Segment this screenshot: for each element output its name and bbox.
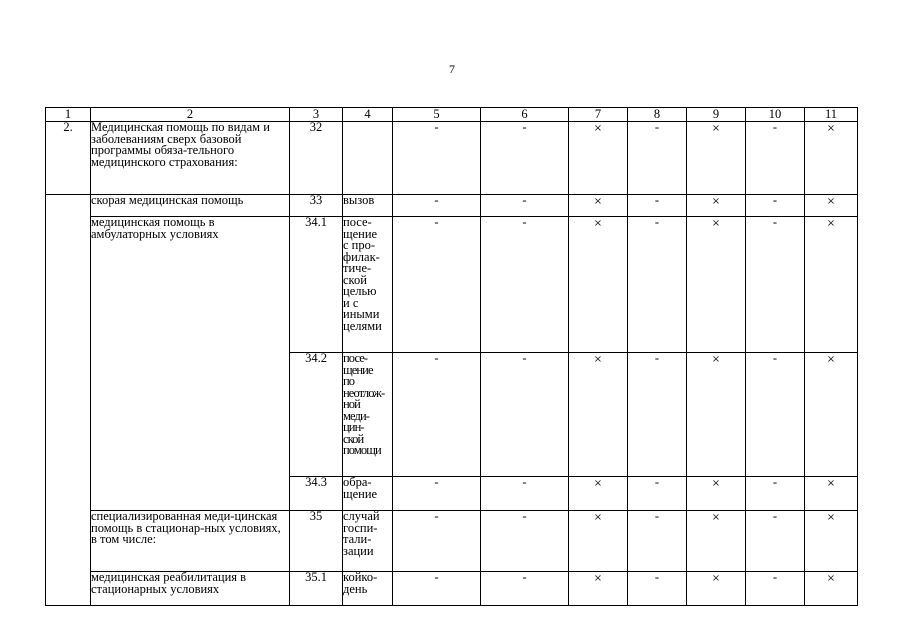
column-header: 2 [91,108,290,122]
cell-col-10: - [746,195,805,217]
page-number: 7 [449,62,455,76]
cell-col-6: - [481,195,569,217]
row-name: специализированная меди-цинская помощь в стационар-ных условиях, в том числе: [91,511,290,572]
cell-col-10: - [746,511,805,572]
column-header: 9 [687,108,746,122]
cell-col-5: - [393,195,481,217]
cell-col-11: × [826,512,836,523]
cell-col-6: - [481,477,569,511]
cell-col-8: - [628,122,687,195]
row-unit: вызов [343,195,393,217]
cell-col-5: - [393,511,481,572]
cell-col-10: - [746,122,805,195]
cell-col-8: - [628,511,687,572]
cell-col-7: × [593,354,603,365]
row-name: медицинская реабилитация в стационарных условиях [91,572,290,606]
cell-col-9: × [711,512,721,523]
cell-col-11: × [826,354,836,365]
row-name: медицинская помощь в амбулаторных условиях [91,217,290,511]
cell-col-8: - [628,572,687,606]
cell-col-7: × [593,573,603,584]
cell-col-7: × [593,218,603,229]
cell-col-7: × [593,512,603,523]
row-unit [343,122,393,195]
column-header: 5 [393,108,481,122]
cell-col-10: - [746,353,805,477]
column-header: 7 [569,108,628,122]
cell-col-7: × [593,123,603,134]
column-header: 6 [481,108,569,122]
header-row [46,108,858,122]
cell-col-6: - [481,511,569,572]
row-unit: посе- щение по неотлож- ной меди- цин- ской помощи [343,353,393,477]
cell-col-9: × [711,354,721,365]
column-header: 8 [628,108,687,122]
column-header: 11 [805,108,858,122]
cell-col-6: - [481,122,569,195]
row-name: скорая медицинская помощь [91,195,290,217]
cell-col-7: × [593,478,603,489]
cell-col-6: - [481,217,569,353]
row-number: 2. [46,122,91,195]
cell-col-5: - [393,477,481,511]
table-row [46,217,858,353]
cell-col-11: × [826,573,836,584]
cell-col-11: × [826,218,836,229]
cell-col-5: - [393,217,481,353]
row-code: 34.3 [290,477,343,511]
cell-col-8: - [628,353,687,477]
column-header: 10 [746,108,805,122]
column-header: 3 [290,108,343,122]
cell-col-5: - [393,122,481,195]
cell-col-10: - [746,217,805,353]
row-code: 34.1 [290,217,343,353]
cell-col-9: × [711,218,721,229]
row-unit: случай госпи- тали- зации [343,511,393,572]
cell-col-9: × [711,123,721,134]
cell-col-11: × [826,478,836,489]
row-name: Медицинская помощь по видам и заболеваниям сверх базовой программы обяза-тельного медицинского страхования: [91,122,290,195]
empty-cell [46,195,91,606]
table-row [46,572,858,606]
cell-col-9: × [711,478,721,489]
data-table [45,107,858,606]
row-code: 32 [290,122,343,195]
cell-col-5: - [393,353,481,477]
cell-col-9: × [711,196,721,207]
cell-col-8: - [628,477,687,511]
row-code: 34.2 [290,353,343,477]
cell-col-9: × [711,573,721,584]
table-row [46,195,858,217]
cell-col-10: - [746,477,805,511]
cell-col-6: - [481,353,569,477]
cell-col-5: - [393,572,481,606]
cell-col-11: × [826,196,836,207]
cell-col-10: - [746,572,805,606]
table-row [46,511,858,572]
row-unit: посе- щение с про- филак- тиче- ской целью и с иными целями [343,217,393,353]
cell-col-8: - [628,195,687,217]
cell-col-7: × [593,196,603,207]
row-code: 35 [290,511,343,572]
cell-col-11: × [826,123,836,134]
row-unit: койко- день [343,572,393,606]
column-header: 4 [343,108,393,122]
row-code: 33 [290,195,343,217]
row-unit: обра- щение [343,477,393,511]
column-header: 1 [46,108,91,122]
cell-col-6: - [481,572,569,606]
row-code: 35.1 [290,572,343,606]
cell-col-8: - [628,217,687,353]
table-row [46,122,858,195]
